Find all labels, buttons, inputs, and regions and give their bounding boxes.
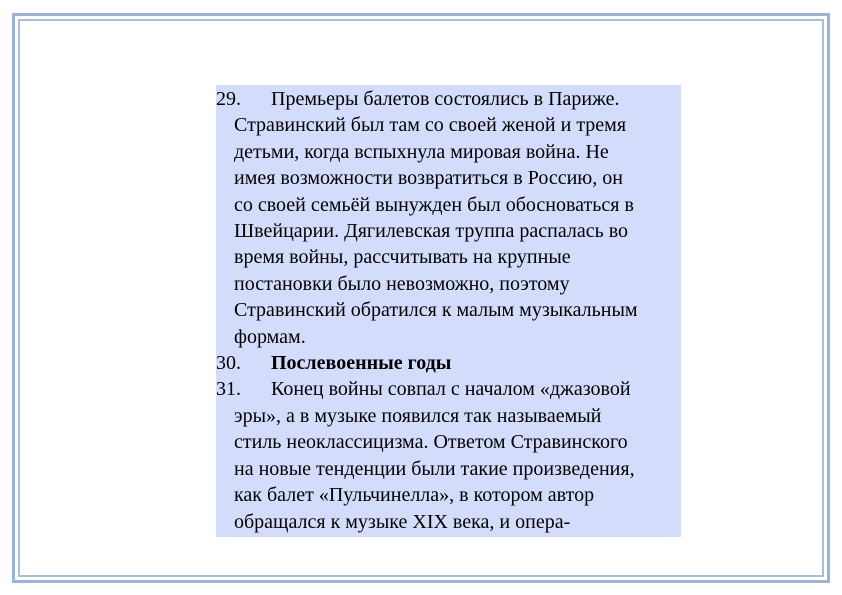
paragraph-line: стиль неоклассицизма. Ответом Стравинского [234,431,628,454]
paragraph-line: Стравинский был там со своей женой и тремя [234,114,627,137]
paragraph-line: эры», а в музыке появился так называемый [234,404,602,427]
paragraph-line: на новые тенденции были такие произведения, [234,457,635,480]
list-item-31 [216,376,681,534]
item-first-line: Конец войны совпал с началом «джазовой [271,378,631,401]
paragraph-line: имея возможности возвратиться в Россию, он [234,167,623,190]
paragraph-line: детьми, когда вспыхнула мировая война. Не [234,140,609,163]
paragraph-line: постановки было невозможно, поэтому [234,272,570,295]
paragraph-line: обращался к музыке XIX века, и опера- [234,510,571,533]
list-item-29 [216,86,681,350]
paragraph-line: как балет «Пульчинелла», в котором автор [234,484,595,507]
list-item-30 [216,350,681,376]
paragraph-line: со своей семьёй вынужден был обосноваться в [234,193,634,216]
paragraph-line: Стравинский обратился к малым музыкальным [234,299,638,322]
item-first-line: Премьеры балетов состоялись в Париже. [271,88,620,110]
text-box [216,85,681,537]
section-heading: Послевоенные годы [271,352,452,375]
paragraph-line: формам. [234,325,306,348]
paragraph-line: время войны, рассчитывать на крупные [234,246,571,269]
paragraph-line: Швейцарии. Дягилевская труппа распалась во [234,220,629,243]
item-number: 29. [216,88,241,110]
item-number: 31. [216,378,241,401]
item-number: 30. [216,352,241,375]
